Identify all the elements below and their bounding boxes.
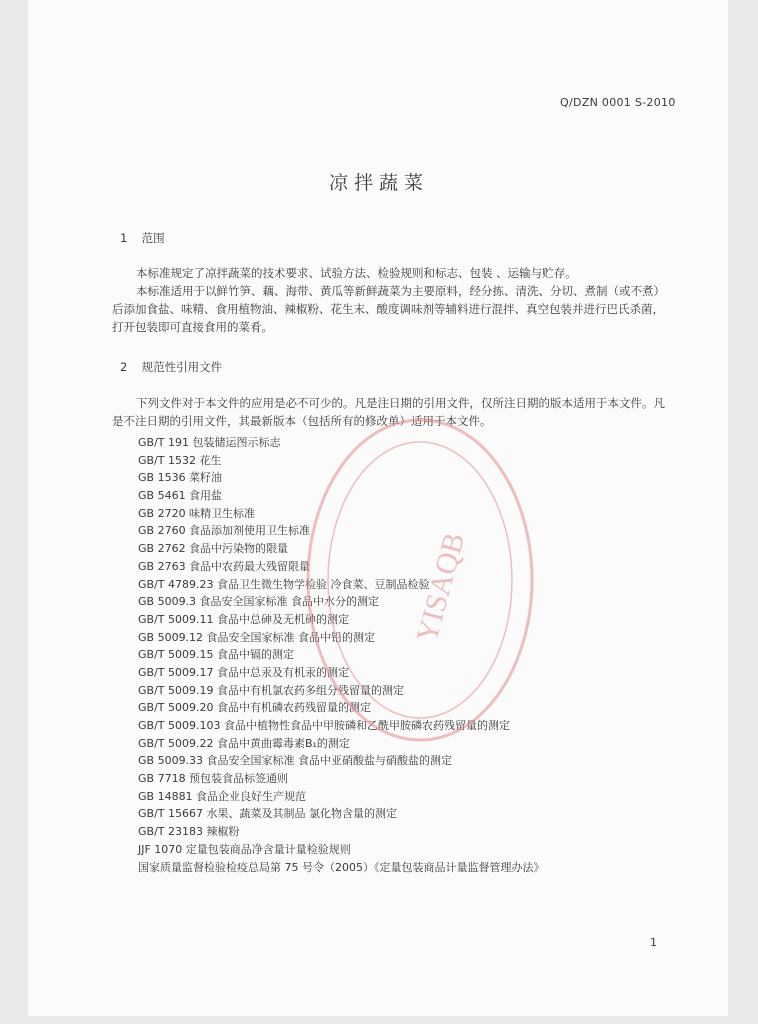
section-2-body [112,394,672,430]
reference-item: GB/T 1532 花生 [138,453,222,467]
reference-item: GB/T 5009.20 食品中有机磷农药残留量的测定 [138,701,371,715]
svg-text:YISAQB: YISAQB [410,529,472,646]
reference-item: GB 5461 食用盐 [138,489,223,503]
reference-item: GB/T 5009.11 食品中总砷及无机砷的测定 [138,612,349,626]
page-number: 1 [650,936,657,949]
paragraph: 本标准适用于以鲜竹笋、藕、海带、黄瓜等新鲜蔬菜为主要原料，经分拣、清洗、分切、煮制（或不煮）后添加食盐、味精、食用植物油、辣椒粉、花生末、酸度调味剂等辅料进行混拌、真空包装并进行巴氏杀菌，打开包装即可直接食用的菜肴。 [112,284,665,334]
reference-item: GB 5009.3 食品安全国家标准 食品中水分的测定 [138,595,380,609]
section-1-body [112,264,672,336]
reference-item: GB/T 5009.15 食品中镉的测定 [138,648,294,662]
section-1-title: 范围 [141,231,165,245]
reference-item: GB 14881 食品企业良好生产规范 [138,789,307,803]
paragraph: 本标准规定了凉拌蔬菜的技术要求、试验方法、检验规则和标志、包装 、运输与贮存。 [136,266,577,280]
reference-list [138,434,544,876]
reference-item: GB/T 5009.22 食品中黄曲霉毒素B₁的测定 [138,736,350,750]
section-2-number: 2 [120,360,128,374]
reference-item: GB/T 15667 水果、蔬菜及其制品 氯化物含量的测定 [138,807,397,821]
reference-item: GB 2762 食品中污染物的限量 [138,542,289,556]
reference-item: GB/T 23183 辣椒粉 [138,825,240,839]
page-title: 凉拌蔬菜 [328,172,429,194]
reference-item: GB/T 191 包装储运图示标志 [138,436,281,449]
document-code: Q/DZN 0001 S-2010 [560,96,676,109]
reference-item: GB/T 5009.17 食品中总汞及有机汞的测定 [138,665,349,679]
reference-item: GB 1536 菜籽油 [138,471,223,485]
reference-item: GB/T 5009.19 食品中有机氯农药多组分残留量的测定 [138,683,404,697]
reference-item: GB 2763 食品中农药最大残留限量 [138,559,311,573]
reference-item: GB 7718 预包装食品标签通则 [138,772,289,786]
section-2-title: 规范性引用文件 [141,360,223,374]
reference-item: GB 5009.33 食品安全国家标准 食品中亚硝酸盐与硝酸盐的测定 [138,754,453,768]
reference-item: GB/T 4789.23 食品卫生微生物学检验 冷食菜、豆制品检验 [138,577,430,591]
reference-item: GB 2760 食品添加剂使用卫生标准 [138,524,311,538]
section-2-heading [120,359,222,375]
reference-item: 国家质量监督检验检疫总局第 75 号令（2005）《定量包装商品计量监督管理办法》 [138,860,545,874]
paragraph: 下列文件对于本文件的应用是必不可少的。凡是注日期的引用文件，仅所注日期的版本适用于本文件。凡是不注日期的引用文件，其最新版本（包括所有的修改单）适用于本文件。 [112,396,665,428]
section-1-number: 1 [120,231,128,245]
reference-item: GB/T 5009.103 食品中植物性食品中甲胺磷和乙酰甲胺磷农药残留量的测定 [138,719,510,732]
reference-item: GB 2720 味精卫生标准 [138,506,256,520]
reference-item: JJF 1070 定量包装商品净含量计量检验规则 [138,842,351,856]
reference-item: GB 5009.12 食品安全国家标准 食品中铅的测定 [138,630,376,644]
section-1-heading [120,230,165,246]
